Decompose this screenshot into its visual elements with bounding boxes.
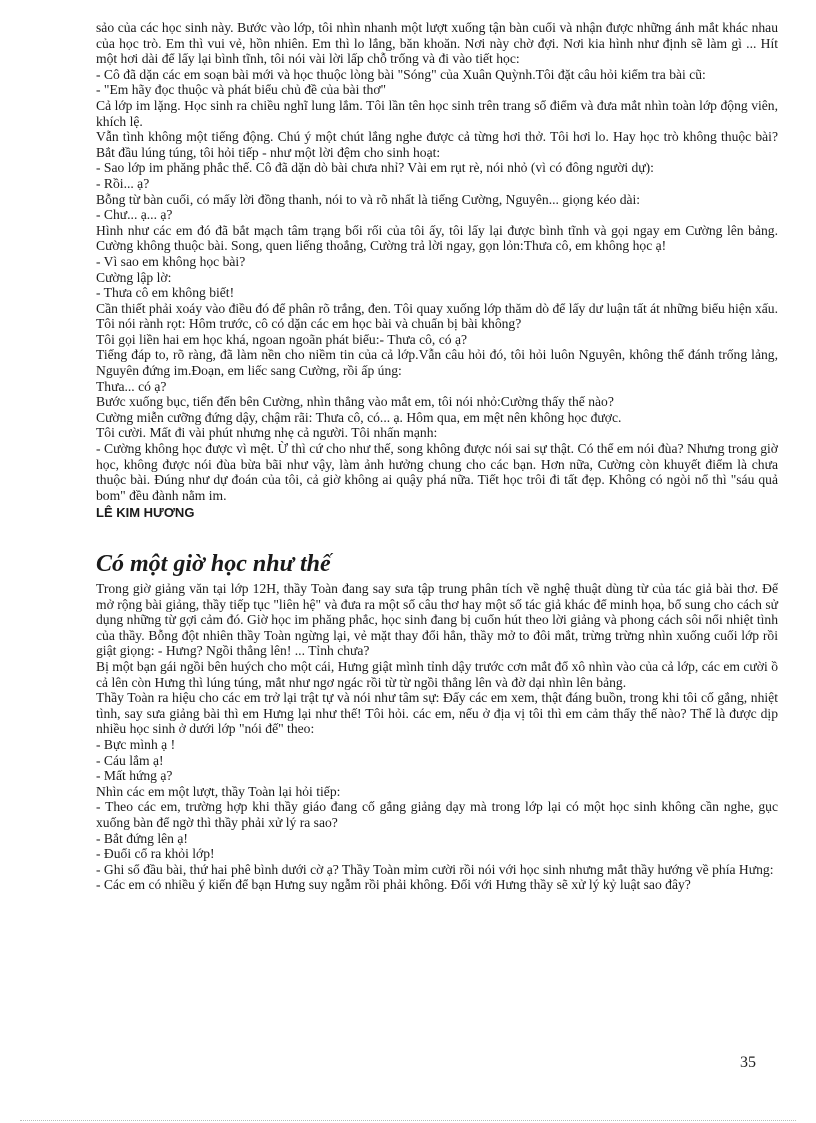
paragraph: Tiếng đáp to, rõ ràng, đã làm nền cho niềm tin của cả lớp.Vẫn câu hỏi đó, tôi hỏi luôn Nguyên, không thể đánh trống lảng, Nguyên đứng im.Đoạn, em liếc sang Cường, rồi ấp úng: xyxy=(96,347,778,379)
paragraph: - Sao lớp im phăng phắc thế. Cô đã dặn dò bài chưa nhỉ? Vài em rụt rè, nói nhỏ (vì có đông người dự): xyxy=(96,160,654,176)
paragraph: Thưa... có ạ? xyxy=(96,378,167,394)
paragraph: Bị một bạn gái ngồi bên huých cho một cái, Hưng giật mình tỉnh dậy trước cơn mắt đổ xô nhìn vào của cả lớp, các em cười ồ cả lên còn Hưng thì lúng túng, mắt như ngơ ngác rồi từ từ ngồi thẳng lên và đờ dại nhìn lên bảng. xyxy=(96,658,778,690)
paragraph: Hình như các em đó đã bắt mạch tâm trạng bối rối của tôi ấy, tôi lấy lại được bình tĩnh và gọi ngay em Cường lên bảng. Cường không thuộc bài. Song, quen liếng thoắng, Cường trả lời ngay, gọn lỏn:Thưa cô, em không học ạ! xyxy=(96,222,778,254)
paragraph: - Cô đã dặn các em soạn bài mới và học thuộc lòng bài "Sóng" của Xuân Quỳnh.Tôi đặt câu hỏi kiểm tra bài cũ: xyxy=(96,66,706,82)
paragraph: Nhìn các em một lượt, thầy Toàn lại hỏi tiếp: xyxy=(96,783,341,799)
page-number: 35 xyxy=(740,1054,756,1071)
paragraph: - Các em có nhiều ý kiến để bạn Hưng suy ngẫm rồi phải không. Đối với Hưng thầy sẽ xử lý kỷ luật sao đây? xyxy=(96,877,691,893)
paragraph: Bước xuống bục, tiến đến bên Cường, nhìn thẳng vào mắt em, tôi nói nhỏ:Cường thấy thế nào? xyxy=(96,394,614,410)
paragraph: sảo của các học sinh này. Bước vào lớp, tôi nhìn nhanh một lượt xuống tận bàn cuối và nhận được những ánh mắt khác nhau của học trò. Em thì vui vẻ, hồn nhiên. Em thì lo lắng, băn khoăn. Nơi này chờ đợi. Nơi kia hình như định sẽ làm gì ... Hít một hơi dài để lấy lại bình tĩnh, tôi nói vài lời lấp chỗ trống và đi vào tiết học: xyxy=(96,20,778,67)
paragraph: Trong giờ giảng văn tại lớp 12H, thầy Toàn đang say sưa tập trung phân tích về nghệ thuật dùng từ của tác giả bài thơ. Để mở rộng bài giảng, thầy tiếp tục "liên hệ" và đưa ra một số câu thơ hay một số tác giả khác để minh họa, bổ sung cho cách sử dụng những từ gợi cảm đó. Giờ học im phăng phắc, học sinh đang bị cuốn hút theo lời giảng và phong cách sôi nổi nhiệt tình của thầy. Bỗng đột nhiên thầy Toàn ngừng lại, vẻ mặt thay đổi hẳn, thầy mở to đôi mắt, trừng trừng nhìn xuống cuối lớp rồi giật giọng: - Hưng? Ngồi thẳng lên! ... Tỉnh chưa? xyxy=(96,581,778,659)
paragraph: - Cường không học được vì mệt. Ừ thì cứ cho như thế, song không được nói sai sự thật. Có thể em nói đùa? Nhưng trong giờ học, không được nói đùa bừa bãi như vậy, làm ảnh hưởng chung cho các bạn. Hơn nữa, Cường còn khuyết điểm là chưa thuộc bài. Đúng như dự đoán của tôi, cả giờ không ai quậy phá nữa. Tiết học trôi đi tất đẹp. Không có ngòi nổ thì "sáu quả bom" đều đành nằm im. xyxy=(96,441,778,503)
paragraph: Tôi gọi liền hai em học khá, ngoan ngoãn phát biểu:- Thưa cô, có ạ? xyxy=(96,331,468,347)
paragraph: Bỗng từ bàn cuối, có mấy lời đồng thanh, nói to và rõ nhất là tiếng Cường, Nguyên... giọng kéo dài: xyxy=(96,191,641,207)
paragraph: - Theo các em, trường hợp khi thầy giáo đang cố gắng giảng dạy mà trong lớp lại có một học sinh không cần nghe, gục xuống bàn để ngờ thì thầy phải xử lý ra sao? xyxy=(96,799,778,830)
paragraph: - "Em hãy đọc thuộc và phát biểu chủ đề của bài thơ" xyxy=(96,82,387,98)
paragraph: - Vì sao em không học bài? xyxy=(96,253,246,269)
author-name: LÊ KIM HƯƠNG xyxy=(96,505,195,521)
article-1-body xyxy=(96,20,778,521)
paragraph: Vẫn tình không một tiếng động. Chú ý một chút lắng nghe được cả từng hơi thở. Tôi hơi lo. Hay học trò không thuộc bài? Bắt đầu lúng túng, tôi hỏi tiếp - như một lời đệm cho sinh hoạt: xyxy=(96,129,778,160)
paragraph: Cần thiết phải xoáy vào điều đó để phân rõ trắng, đen. Tôi quay xuống lớp thăm dò để lấy dư luận tất át những biểu hiện xấu. Tôi nói rành rọt: Hôm trước, cô có dặn các em học bài và chuẩn bị bài không? xyxy=(96,300,778,332)
paragraph: - Bực mình ạ ! xyxy=(96,736,176,752)
article-title: Có một giờ học như thế xyxy=(96,551,331,577)
paragraph: - Bắt đứng lên ạ! xyxy=(96,830,188,846)
paragraph: - Mất hứng ạ? xyxy=(96,768,173,784)
paragraph: Cường lập lờ: xyxy=(96,269,172,285)
paragraph: - Ghi sổ đầu bài, thứ hai phê bình dưới cờ ạ? Thầy Toàn mỉm cười rồi nói với học sinh nhưng mắt thầy hướng về phía Hưng: xyxy=(96,861,774,877)
paragraph: - Thưa cô em không biết! xyxy=(96,285,235,301)
document-page xyxy=(96,20,778,893)
paragraph: - Đuổi cổ ra khỏi lớp! xyxy=(96,846,215,862)
paragraph: Tôi cười. Mất đi vài phút nhưng nhẹ cả người. Tôi nhấn mạnh: xyxy=(96,425,438,441)
paragraph: - Chư... ạ... ạ? xyxy=(96,207,173,223)
paragraph: - Cáu lắm ạ! xyxy=(96,752,164,768)
paragraph: Cường miễn cưỡng đứng dậy, chậm rãi: Thưa cô, có... ạ. Hôm qua, em mệt nên không học được. xyxy=(96,409,622,425)
article-2-body xyxy=(96,581,778,893)
paragraph: Cả lớp im lặng. Học sinh ra chiều nghĩ lung lắm. Tôi lần tên học sinh trên trang sổ điểm và đưa mắt nhìn toàn lớp động viên, khích lệ. xyxy=(96,97,778,129)
paragraph: Thầy Toàn ra hiệu cho các em trở lại trật tự và nói như tâm sự: Đấy các em xem, thật đáng buồn, trong khi tôi cố gắng, nhiệt tình, say sưa giảng bài thì em Hưng lại như thế! Tôi hỏi. các em, nếu ở địa vị tôi thì em cảm thấy thế nào? Thế là được dịp nhiều học sinh ở dưới lớp "nói đế" theo: xyxy=(96,690,778,737)
footer-divider xyxy=(20,1120,796,1121)
paragraph: - Rồi... ạ? xyxy=(96,175,150,191)
